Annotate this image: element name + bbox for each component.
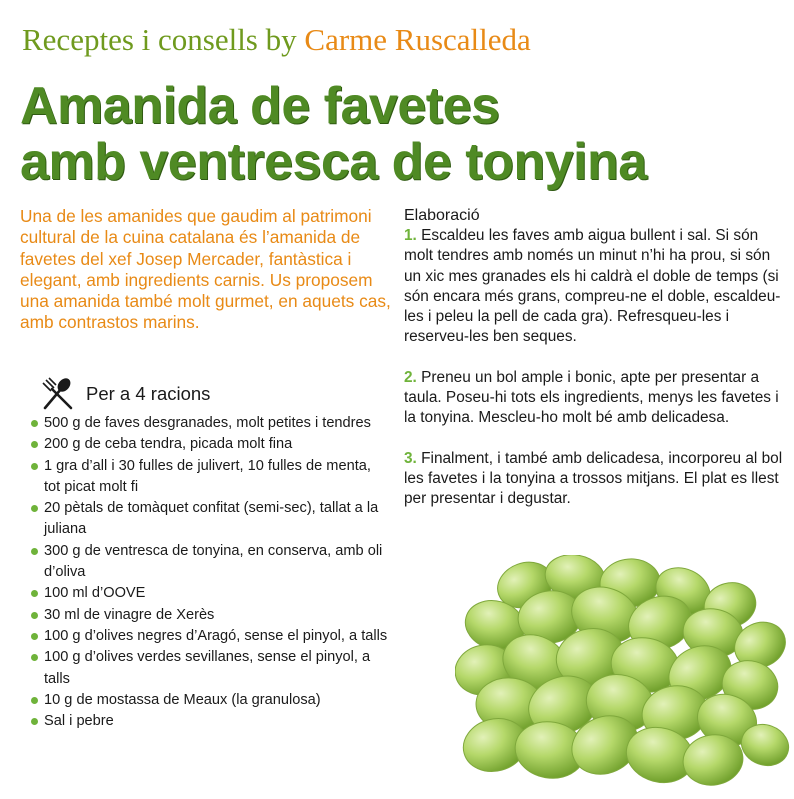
step-number: 1.	[404, 227, 417, 244]
bullet-icon	[31, 590, 38, 597]
servings-label: Per a 4 racions	[86, 383, 211, 404]
method-steps	[404, 226, 784, 510]
step-text: Finalment, i també amb delicadesa, incorporeu al bol les favetes i la tonyina a trossos mitjans. El plat es llest per presentar i degustar.	[404, 449, 783, 508]
ingredient-text: 200 g de ceba tendra, picada molt fina	[44, 436, 293, 453]
bullet-icon	[31, 654, 38, 661]
bullet-icon	[31, 612, 38, 619]
ingredient-item	[30, 413, 390, 434]
ingredient-text: 1 gra d’all i 30 fulles de julivert, 10 fulles de menta, tot picat molt fi	[44, 457, 371, 495]
ingredient-text: 100 ml d’OOVE	[44, 585, 146, 602]
bullet-icon	[31, 718, 38, 725]
ingredient-item	[30, 498, 390, 541]
ingredient-item	[30, 647, 390, 690]
method-section	[404, 206, 784, 530]
intro-paragraph: Una de les amanides que gaudim al patrimoni cultural de la cuina catalana és l’amanida de favetes del xef Josep Mercader, fantàstica i elegant, amb ingredients carnis. Us proposem una amanida també molt gurmet, en aquets cas, amb contrastos marins.	[20, 206, 391, 333]
header-brand: Carme Ruscalleda	[304, 22, 531, 57]
ingredient-text: 300 g de ventresca de tonyina, en conserva, amb oli d’oliva	[44, 542, 383, 581]
ingredient-text: 500 g de faves desgranades, molt petites i tendres	[44, 415, 371, 431]
header-prefix: Receptes i consells by	[22, 22, 297, 57]
step-text: Escaldeu les faves amb aigua bullent i sal. Si són molt tendres amb només un minut n’hi ha prou, si són un xic mes granades els hi caldrà el doble de temps (si són encara més grans, compreu-ne el doble, escaldeu-les i peleu la pell de cada gra). Refresqueu-les i reserveu-les ben seques.	[404, 227, 781, 346]
method-step	[404, 449, 784, 510]
servings-row	[40, 376, 210, 412]
ingredients-list	[30, 413, 390, 732]
recipe-title	[20, 78, 647, 190]
bullet-icon	[31, 505, 38, 512]
ingredient-item	[30, 690, 390, 711]
ingredient-text: Sal i pebre	[44, 713, 114, 730]
ingredient-item	[30, 541, 390, 584]
ingredient-item	[30, 711, 390, 732]
method-step	[404, 368, 784, 429]
bullet-icon	[31, 441, 38, 448]
fork-spoon-icon	[40, 376, 76, 412]
ingredient-item	[30, 605, 390, 626]
step-number: 2.	[404, 368, 417, 386]
method-step	[404, 226, 784, 348]
ingredient-text: 20 pètals de tomàquet confitat (semi-sec), tallat a la juliana	[44, 500, 379, 538]
ingredient-text: 10 g de mostassa de Meaux (la granulosa)	[44, 691, 321, 708]
ingredient-item	[30, 434, 390, 455]
title-line-2: amb ventresca de tonyina	[20, 133, 647, 191]
broad-beans-image	[455, 555, 794, 794]
page-header	[22, 22, 531, 58]
ingredient-item	[30, 626, 390, 647]
ingredient-text: 100 g d’olives verdes sevillanes, sense el pinyol, a talls	[44, 649, 371, 687]
step-text: Preneu un bol ample i bonic, apte per presentar a taula. Poseu-hi tots els ingredients, menys les favetes i la tonyina. Mescleu-ho molt bé amb delicadesa.	[404, 368, 779, 427]
ingredient-item	[30, 456, 390, 499]
bullet-icon	[31, 633, 38, 640]
step-number: 3.	[404, 449, 417, 467]
title-line-1: Amanida de favetes	[20, 77, 500, 135]
ingredient-item	[30, 583, 390, 604]
bullet-icon	[31, 697, 38, 704]
method-heading: Elaboració	[404, 207, 480, 224]
bullet-icon	[31, 548, 38, 555]
ingredient-text: 30 ml de vinagre de Xerès	[44, 606, 215, 623]
bullet-icon	[31, 420, 38, 427]
ingredient-text: 100 g d’olives negres d’Aragó, sense el pinyol, a talls	[44, 627, 388, 644]
bullet-icon	[31, 463, 38, 470]
